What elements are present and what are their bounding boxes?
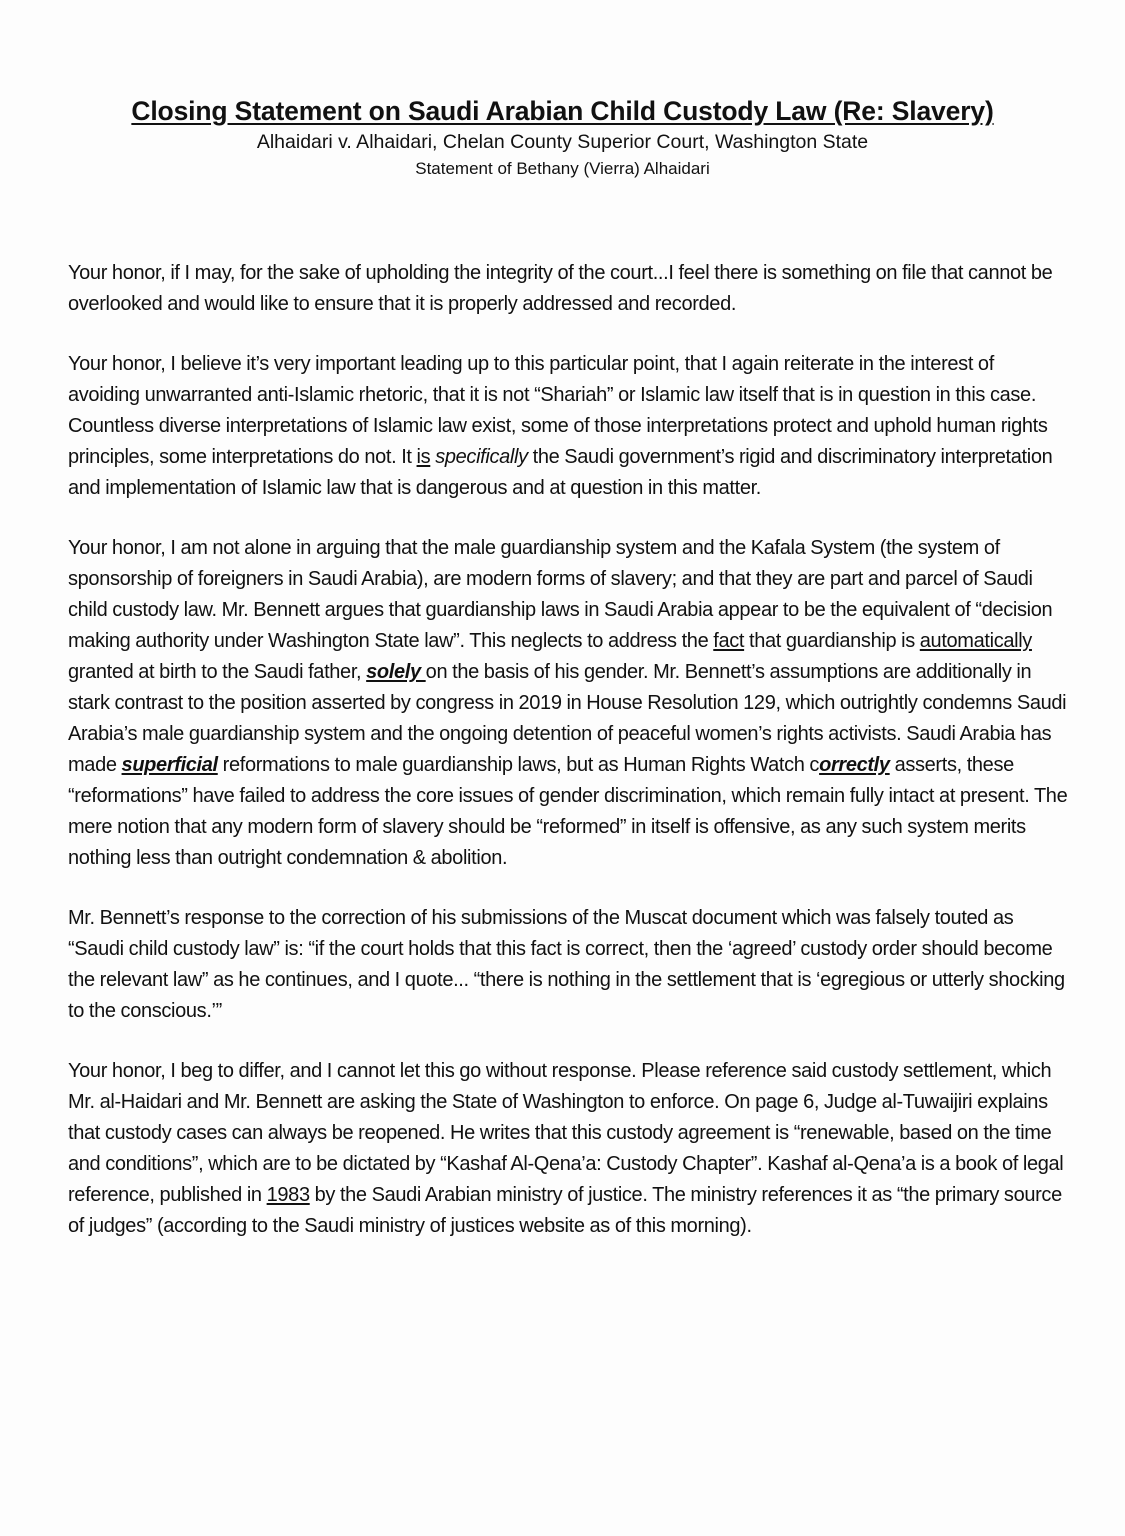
document-title: Closing Statement on Saudi Arabian Child Custody Law (Re: Slavery) xyxy=(131,96,994,126)
emphasis-superficial: superficial xyxy=(121,754,218,776)
emphasis-is: is xyxy=(416,446,431,468)
paragraph-5-text-2: by the Saudi Arabian ministry of justice. The ministry references it as “the primary source of judges” (according to the Saudi ministry of justices website as of this morning). xyxy=(68,1184,1062,1237)
emphasis-fact: fact xyxy=(713,630,745,652)
paragraph-2 xyxy=(68,349,1068,504)
paragraph-4: Mr. Bennett’s response to the correction of his submissions of the Muscat document which was falsely touted as “Saudi child custody law” is: “if the court holds that this fact is correct, then the ‘agreed’ custody order should become the relevant law” as he continues, and I quote... “there is nothing in the settlement that is ‘egregious or utterly shocking to the conscious.’” xyxy=(68,907,1065,1022)
paragraph-3-text-2: that guardianship is xyxy=(744,630,920,652)
document-header xyxy=(40,94,1085,182)
paragraph-3-text-6: asserts, these “reformations” have failed to address the core issues of gender discrimination, which remain fully intact at present. The mere notion that any modern form of slavery should be “reformed” in itself is offensive, as any such system merits nothing less than outright condemnation & abolition. xyxy=(68,754,1068,869)
paragraph-2-text: Your honor, I believe it’s very important leading up to this particular point, that I again reiterate in the interest of avoiding unwarranted anti-Islamic rhetoric, that it is not “Shariah” or Islamic law itself that is in question in this case. Countless diverse interpretations of Islamic law exist, some of those interpretations protect and uphold human rights principles, some interpretations do not. It xyxy=(68,353,1048,468)
author-line: Statement of Bethany (Vierra) Alhaidari xyxy=(415,159,710,178)
emphasis-year: 1983 xyxy=(266,1184,310,1206)
paragraph-3-text-4: on the basis of his gender. Mr. Bennett’s assumptions are additionally in stark contrast to the position asserted by congress in 2019 in House Resolution 129, which outrightly condemns Saudi Arabia’s male guardianship system and the ongoing detention of peaceful women’s rights activists. Saudi Arabia has made xyxy=(68,661,1067,776)
paragraph-3-text-5: reformations to male guardianship laws, but as Human Rights Watch c xyxy=(217,754,820,776)
paragraph-2-text-cont: the Saudi government’s rigid and discriminatory interpretation and implementation of Islamic law that is dangerous and at question in this matter. xyxy=(68,446,1053,499)
emphasis-correctly: orrectly xyxy=(819,754,890,776)
paragraph-3-text-3: granted at birth to the Saudi father, xyxy=(68,661,367,683)
emphasis-specifically: specifically xyxy=(435,446,528,468)
paragraph-1: Your honor, if I may, for the sake of upholding the integrity of the court...I feel there is something on file that cannot be overlooked and would like to ensure that it is properly addressed and recorded. xyxy=(68,262,1053,315)
paragraph-5 xyxy=(68,1056,1068,1242)
emphasis-solely: solely xyxy=(366,661,426,683)
paragraph-3-text: Your honor, I am not alone in arguing that the male guardianship system and the Kafala System (the system of sponsorship of foreigners in Saudi Arabia), are modern forms of slavery; and that they are part and parcel of Saudi child custody law. Mr. Bennett argues that guardianship laws in Saudi Arabia appear to be the equivalent of “decision making authority under Washington State law”. This neglects to address the xyxy=(68,537,1053,652)
document-body xyxy=(68,258,1068,1271)
paragraph-3 xyxy=(68,533,1068,874)
paragraph-5-text: Your honor, I beg to differ, and I cannot let this go without response. Please reference said custody settlement, which Mr. al-Haidari and Mr. Bennett are asking the State of Washington to enforce. On page 6, Judge al-Tuwaijiri explains that custody cases can always be reopened. He writes that this custody agreement is “renewable, based on the time and conditions”, which are to be dictated by “Kashaf Al-Qena’a: Custody Chapter”. Kashaf al-Qena’a is a book of legal reference, published in xyxy=(68,1060,1064,1206)
emphasis-automatically: automatically xyxy=(919,630,1032,652)
case-caption: Alhaidari v. Alhaidari, Chelan County Superior Court, Washington State xyxy=(256,131,869,153)
